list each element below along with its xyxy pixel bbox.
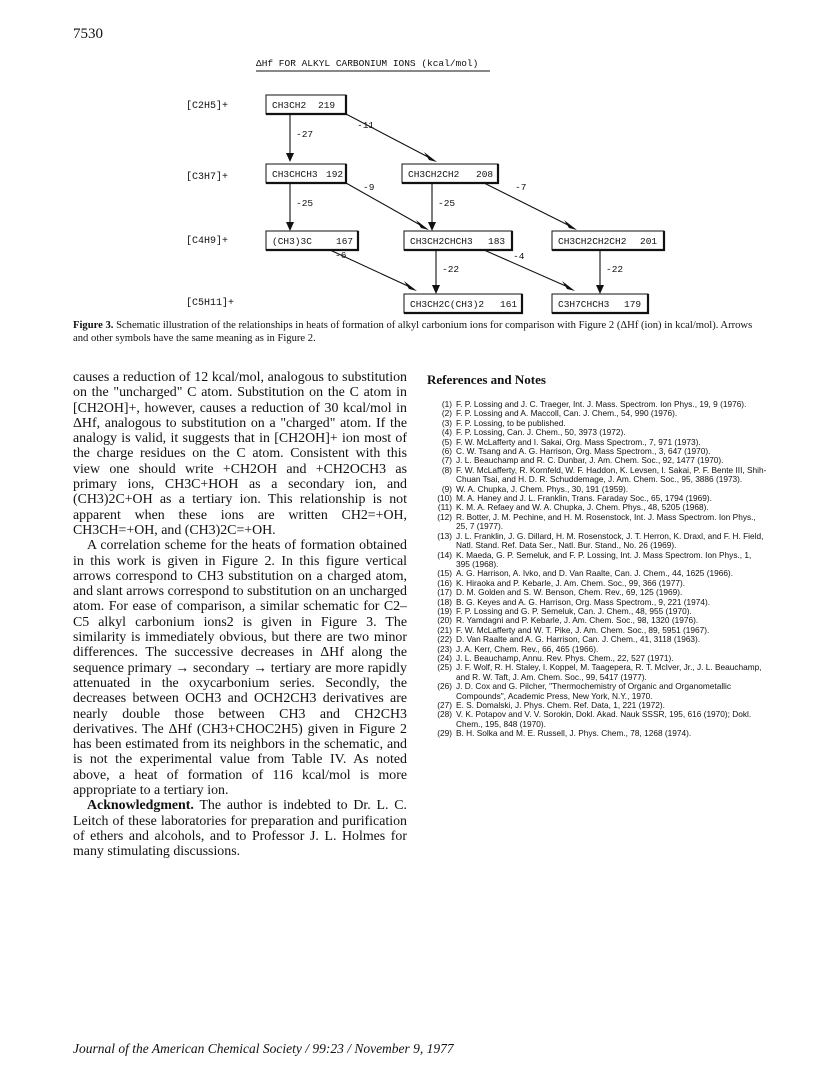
reference-text: F. P. Lossing and J. C. Traeger, Int. J. Mass. Spectrom. Ion Phys., 19, 9 (1976). [456,399,747,409]
reference-text: D. Van Raalte and A. G. Harrison, Can. J. Chem., 41, 3118 (1963). [456,634,701,645]
arrow-label: -11 [357,120,375,131]
reference-text: F. W. McLafferty and W. T. Pike, J. Am. Chem. Soc., 89, 5951 (1967). [456,624,710,635]
references-heading: References and Notes [427,372,546,387]
ion-value: 183 [488,236,506,247]
ion-value: 179 [624,299,642,310]
ion-value: 167 [336,236,354,247]
reference-number: (5) [441,436,452,447]
ion-box-tbutyl [266,231,358,250]
reference-text: M. A. Haney and J. L. Franklin, Trans. Faraday Soc., 65, 1794 (1969). [456,493,712,504]
ion-box-butyl [552,231,664,250]
arrow-label: -6 [335,250,347,261]
reference-text: J. L. Beauchamp and R. C. Dunbar, J. Am. Chem. Soc., 92, 1477 (1970). [456,455,724,466]
references-list [427,400,767,739]
reference-text: E. S. Domalski, J. Phys. Chem. Ref. Data, 1, 221 (1972). [456,700,665,710]
reference-text: F. W. McLafferty, R. Kornfeld, W. F. Haddon, K. Levsen, I. Sakai, P. F. Bente III, Shih-Chuan Tsai, and H. D. R. Schuddemage, J. Am. Chem. Soc., 95, 3886 (1973). [456,464,767,485]
ion-value: 219 [318,100,336,111]
figure-caption [73,319,763,345]
arrowhead [596,285,604,294]
reference-text: J. A. Kerr, Chem. Rev., 66, 465 (1966). [456,643,599,654]
arrow-s-secbutyl-methylbutyl [484,250,568,287]
reference-number: (16) [437,577,452,588]
ion-box-methylbutyl [552,294,648,313]
reference-item [427,551,767,570]
ion-box-propyl [402,164,498,183]
reference-number: (7) [441,455,452,466]
arrowhead [424,152,437,162]
ion-formula: C3H7CHCH3 [558,299,610,310]
body-paragraph-2: A correlation scheme for the heats of formation obtained in this work is given in Figure 2. In this figure vertical arrows correspond to CH3 substitution on a charged atom, and slant arrows correspond to substitution on an uncharged atom. For ease of comparison, a similar schematic for C2–C5 alkyl carbonium ions2 is given in Figure 3. The similarity is immediately obvious, but there are two minor differences. The successive decreases in ΔHf along the sequence primary → secondary → tertiary are more rapidly attenuated in the oxycarbonium series. Secondly, the decreases between OCH3 and OCH2CH3 derivatives are nearly double those between CH3 and CH2CH3 derivatives. The ΔHf (CH3+CHOC2H5) given in Figure 2 has been estimated from its neighbors in the schematic, and is not the experimental value from Table IV. As noted above, a heat of formation of 116 kcal/mol is more appropriate to a tertiary ion. [73,538,407,799]
arrow-label: -25 [296,198,314,209]
arrowhead [562,281,575,291]
ion-formula: CH3CH2CHCH3 [410,236,473,247]
reference-number: (17) [437,587,452,598]
reference-number: (26) [437,681,452,692]
arrow-label: -4 [513,251,525,262]
reference-item [427,682,767,701]
reference-number: (20) [437,615,452,626]
reference-text: F. W. McLafferty and I. Sakai, Org. Mass Spectrom., 7, 971 (1973). [456,436,701,447]
row-label-c3h7: [C3H7]+ [186,172,229,183]
ion-value: 161 [500,299,518,310]
reference-text: F. P. Lossing, Can. J. Chem., 50, 3973 (1972). [456,427,626,438]
reference-text: A. G. Harrison, A. Ivko, and D. Van Raalte, Can. J. Chem., 44, 1625 (1966). [456,568,734,579]
reference-text: K. M. A. Refaey and W. A. Chupka, J. Chem. Phys., 48, 5205 (1968). [456,502,709,513]
arrow-label: -25 [438,198,456,209]
acknowledgment-text: The author is indebted to Dr. L. C. Leitch of these laboratories for preparation and purification of ethers and alcohols, and to Professor J. L. Holmes for many stimulating discussions. [73,798,407,860]
reference-text: J. L. Franklin, J. G. Dillard, H. M. Rosenstock, J. T. Herron, K. Draxl, and F. H. Field, Natl. Stand. Ref. Data Ser., Natl. Bur. Stand., No. 26 (1969). [456,530,764,551]
reference-item [427,532,767,551]
reference-text: B. G. Keyes and A. G. Harrison, Org. Mass Spectrom., 9, 221 (1974). [456,596,711,607]
arrowhead [432,285,440,294]
reference-item [427,710,767,729]
ion-formula: CH3CH2 [272,100,307,111]
ion-value: 208 [476,169,494,180]
reference-number: (12) [437,511,452,522]
arrowhead [428,222,436,231]
reference-text: B. H. Solka and M. E. Russell, J. Phys. Chem., 78, 1268 (1974). [456,728,692,739]
reference-number: (19) [437,605,452,616]
reference-text: J. L. Beauchamp, Annu. Rev. Phys. Chem., 22, 527 (1971). [456,652,674,663]
arrowhead [404,281,417,291]
arrow-label: -7 [515,182,527,193]
reference-text: F. P. Lossing and A. Maccoll, Can. J. Chem., 54, 990 (1976). [456,408,678,419]
reference-number: (4) [441,427,452,438]
reference-number: (28) [437,709,452,720]
reference-number: (14) [437,549,452,560]
reference-text: K. Hiraoka and P. Kebarle, J. Am. Chem. Soc., 99, 366 (1977). [456,577,686,588]
reference-number: (13) [437,530,452,541]
figure-caption-label: Figure 3. [73,320,114,331]
row-label-c2h5: [C2H5]+ [186,101,229,112]
body-paragraph-1: causes a reduction of 12 kcal/mol, analogous to substitution on the "uncharged" C atom. Substitution on the C atom in [CH2OH]+, however, causes a reduction of 30 kcal/mol in ΔHf, analogous to substitution on a "charged" atom. If the analogy is valid, it suggests that in [CH2OH]+ ion most of the charge residues on the C atom. Consistent with this view one should write +CH2OH and +CH2OCH3 as primary ions, CH3C+HOH as a secondary ion, and (CH3)2C+OH as a tertiary ion. This relationship is not apparent when these ions are written CH2=+OH, CH3CH=+OH, and (CH3)2C=+OH. [73,370,407,538]
row-label-c4h9: [C4H9]+ [186,236,229,247]
acknowledgment-paragraph [73,798,407,859]
reference-number: (23) [437,643,452,654]
reference-text: J. F. Wolf, R. H. Staley, I. Koppel, M. Taagepera, R. T. McIver, Jr., J. L. Beauchamp, and R. W. Taft, J. Am. Chem. Soc., 99, 5417 (1977). [456,662,762,682]
reference-number: (24) [437,652,452,663]
reference-number: (6) [441,446,452,457]
reference-text: V. K. Potapov and V. V. Sorokin, Dokl. Akad. Nauk SSSR, 195, 616 (1970); Dokl. Chem., 195, 848 (1970). [456,709,752,729]
reference-number: (2) [441,408,452,419]
arrowhead [286,153,294,162]
reference-text: D. M. Golden and S. W. Benson, Chem. Rev., 69, 125 (1969). [456,587,683,598]
reference-number: (27) [437,700,452,710]
ion-box-dimethylpropyl [404,294,522,313]
arrowhead [416,220,429,230]
ion-formula: CH3CH2CH2CH2 [558,236,627,247]
ion-value: 192 [326,169,344,180]
scheme-title: ΔHf FOR ALKYL CARBONIUM IONS (kcal/mol) [256,58,479,69]
ion-formula: CH3CH2CH2 [408,169,460,180]
reference-number: (25) [437,662,452,673]
arrow-s-isopropyl-secbutyl [346,183,422,226]
reference-item [427,729,767,738]
arrowhead [564,220,577,230]
reference-item [427,663,767,682]
arrow-label: -9 [363,182,375,193]
reference-number: (22) [437,634,452,645]
ion-box-secbutyl [404,231,512,250]
reference-number: (11) [437,502,452,513]
ion-value: 201 [640,236,658,247]
arrow-label: -22 [606,264,624,275]
carbonium-ion-scheme [0,0,829,320]
arrow-label: -27 [296,129,314,140]
reference-text: R. Botter, J. M. Pechine, and H. M. Rosenstock, Int. J. Mass Spectrom. Ion Phys., 25, 7 (1977). [456,511,756,532]
ion-formula: CH3CH2C(CH3)2 [410,299,485,310]
reference-number: (8) [441,464,452,475]
reference-item [427,513,767,532]
row-label-c5h11: [C5H11]+ [186,298,235,309]
ion-formula: (CH3)3C [272,236,312,247]
arrow-label: -22 [442,264,460,275]
reference-number: (15) [437,568,452,579]
ion-box-isopropyl [266,164,346,183]
ion-formula: CH3CHCH3 [272,169,318,180]
ion-box-ethyl [266,95,346,114]
acknowledgment-label: Acknowledgment. [87,798,194,814]
journal-footer: Journal of the American Chemical Society / 99:23 / November 9, 1977 [73,1041,454,1056]
reference-text: W. A. Chupka, J. Chem. Phys., 30, 191 (1959). [456,483,629,494]
reference-text: F. P. Lossing and G. P. Semeluk, Can. J. Chem., 48, 955 (1970). [456,605,692,616]
reference-text: K. Maeda, G. P. Semeluk, and F. P. Lossing, Int. J. Mass Spectrom. Ion Phys., 1, 395 (1968). [456,549,752,569]
arrowhead [286,222,294,231]
reference-number: (18) [437,596,452,607]
body-column [73,370,407,860]
reference-number: (29) [437,728,452,739]
reference-number: (3) [441,417,452,428]
reference-number: (10) [437,493,452,504]
reference-number: (1) [441,399,452,409]
reference-number: (21) [437,624,452,635]
reference-text: C. W. Tsang and A. G. Harrison, Org. Mass Spectrom., 3, 647 (1970). [456,446,711,457]
reference-number: (9) [441,483,452,494]
page-number: 7530 [73,26,103,42]
reference-item [427,466,767,485]
figure-caption-text: Schematic illustration of the relationships in heats of formation of alkyl carbonium ions for comparison with Figure 2 (ΔHf (ion) in kcal/mol). Arrows and other symbols have the same meaning as in Figure 2. [73,320,753,344]
reference-text: F. P. Lossing, to be published. [456,417,566,428]
reference-text: R. Yamdagni and P. Kebarle, J. Am. Chem. Soc., 98, 1320 (1976). [456,615,699,626]
reference-text: J. D. Cox and G. Pilcher, "Thermochemistry of Organic and Organometallic Compounds", Academic Press, New York, N.Y., 1970. [456,681,732,701]
arrow-s-propyl-butyl [484,183,570,226]
